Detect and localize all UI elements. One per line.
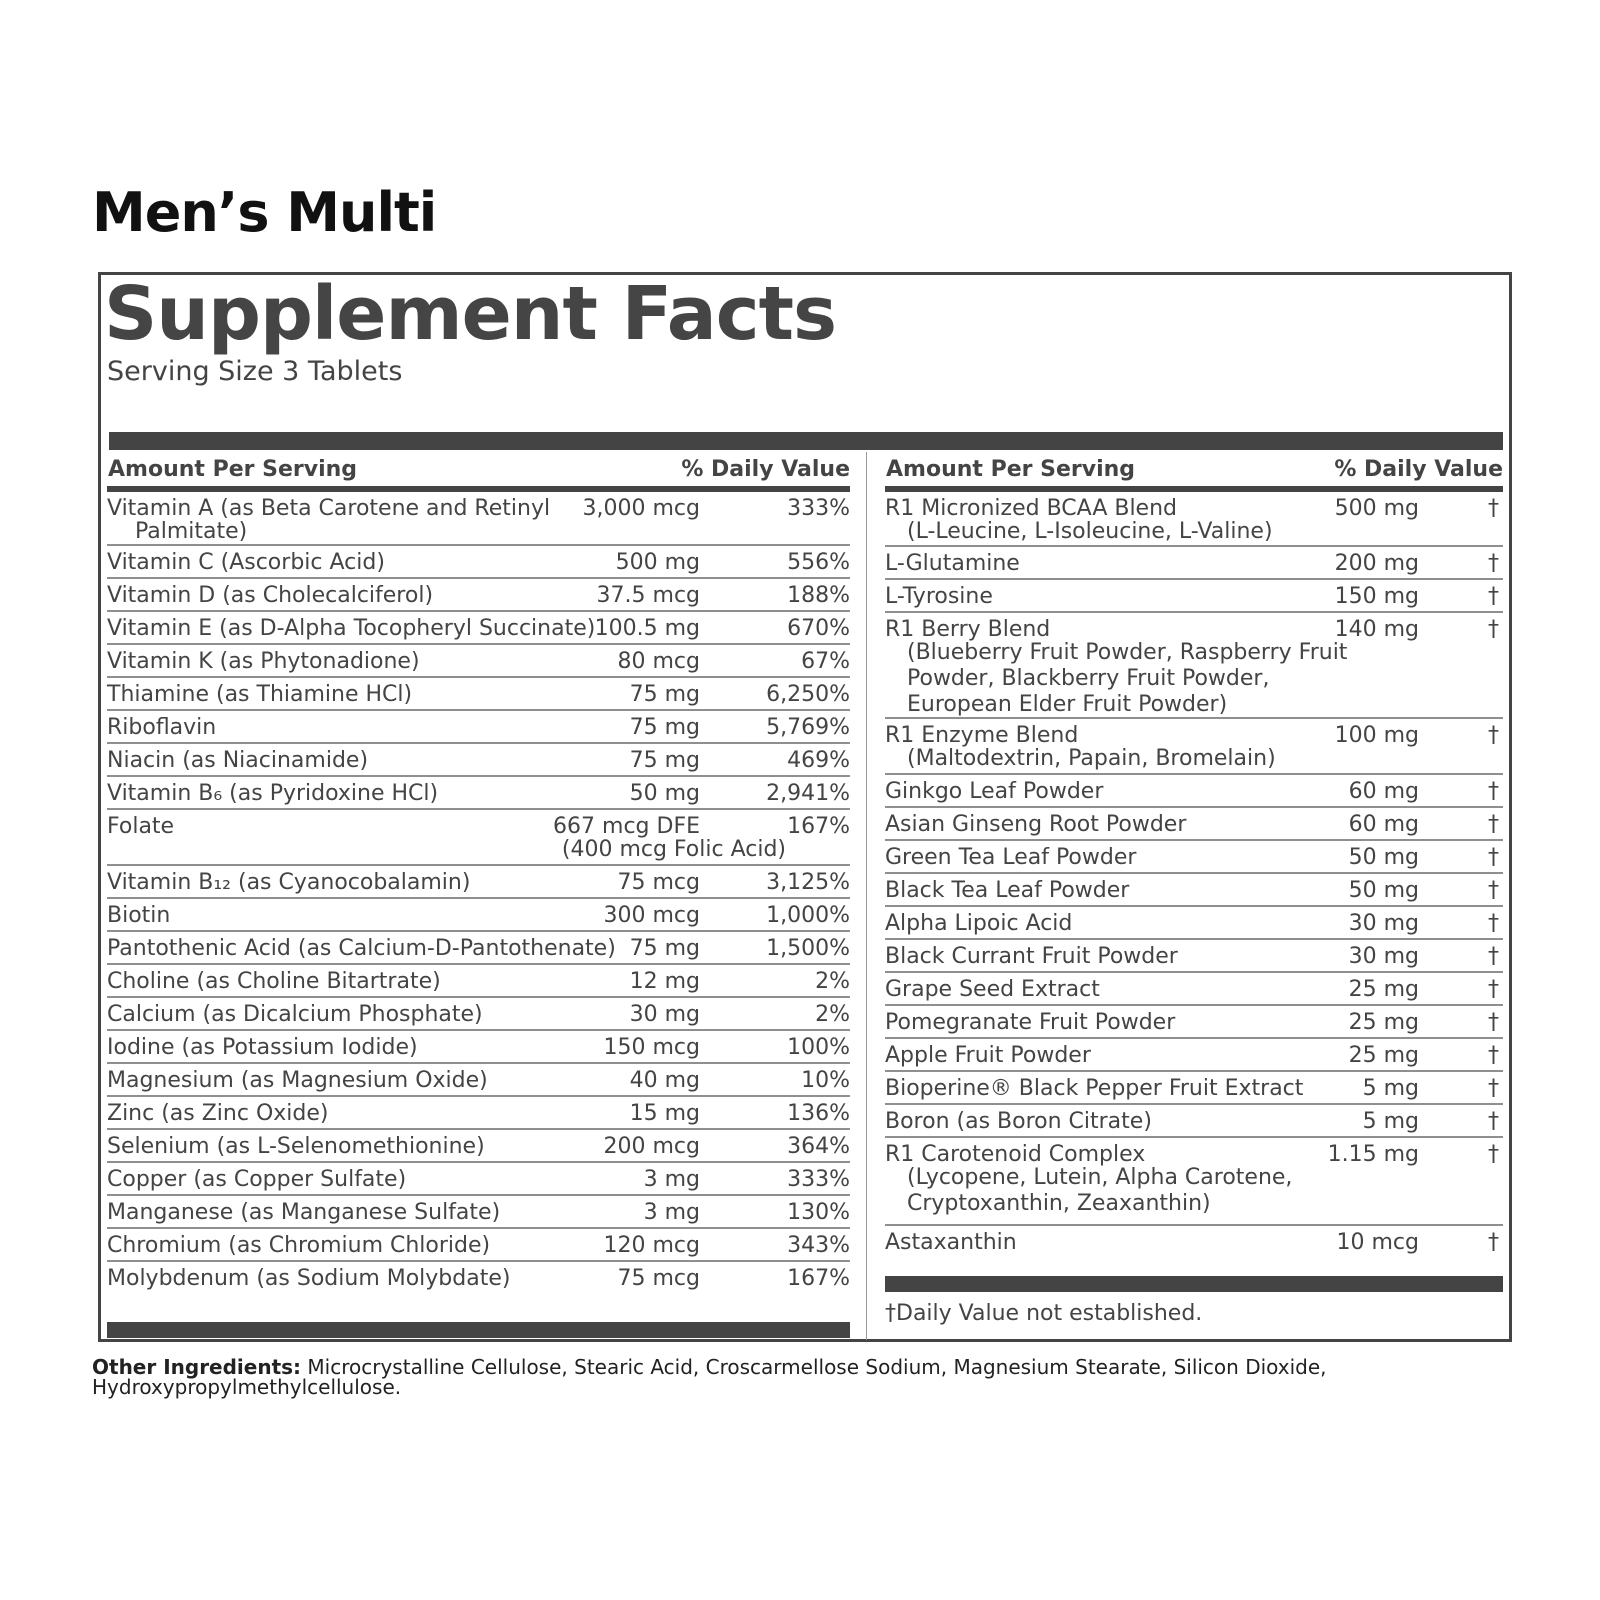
- nutrient-name: Vitamin B₆ (as Pyridoxine HCl): [107, 781, 439, 806]
- facts-heading: Supplement Facts: [104, 271, 837, 357]
- dagger-icon: †: [1488, 878, 1499, 903]
- nutrient-daily-value: 364%: [787, 1134, 850, 1159]
- nutrient-daily-value: 2,941%: [766, 781, 850, 806]
- right-column: [885, 452, 1503, 1259]
- nutrient-name: Choline (as Choline Bitartrate): [107, 969, 441, 994]
- nutrient-daily-value: 6,250%: [766, 682, 850, 707]
- ingredient-row: [885, 1138, 1503, 1226]
- footnote: †Daily Value not established.: [885, 1301, 1203, 1326]
- nutrient-amount: 75 mg: [629, 936, 700, 961]
- ingredient-amount: 30 mg: [1348, 911, 1419, 936]
- ingredient-row: [885, 613, 1503, 719]
- ingredient-row: [885, 973, 1503, 1006]
- nutrient-name: Selenium (as L-Selenomethionine): [107, 1134, 485, 1159]
- ingredient-name: L-Tyrosine: [885, 584, 993, 609]
- ingredient-name: Green Tea Leaf Powder: [885, 845, 1137, 870]
- nutrient-row: [107, 744, 850, 777]
- ingredient-row: [885, 580, 1503, 613]
- dagger-icon: †: [1488, 496, 1499, 521]
- nutrient-subtext: Palmitate): [135, 519, 248, 544]
- dagger-icon: †: [1488, 1010, 1499, 1035]
- nutrient-daily-value: 333%: [787, 1167, 850, 1192]
- nutrient-name: Pantothenic Acid (as Calcium-D-Pantothenate): [107, 936, 616, 961]
- nutrient-name: Vitamin B₁₂ (as Cyanocobalamin): [107, 870, 471, 895]
- nutrient-row: [107, 546, 850, 579]
- nutrient-name: Vitamin K (as Phytonadione): [107, 649, 420, 674]
- ingredient-name: Alpha Lipoic Acid: [885, 911, 1073, 936]
- ingredient-amount: 5 mg: [1362, 1076, 1419, 1101]
- nutrient-row: [107, 612, 850, 645]
- nutrient-amount: 75 mcg: [617, 1266, 700, 1291]
- ingredient-name: Boron (as Boron Citrate): [885, 1109, 1152, 1134]
- nutrient-daily-value: 188%: [787, 583, 850, 608]
- ingredient-amount: 50 mg: [1348, 845, 1419, 870]
- nutrient-amount: 75 mg: [629, 682, 700, 707]
- ingredient-subtext: European Elder Fruit Powder): [907, 692, 1228, 717]
- ingredient-amount: 100 mg: [1334, 723, 1419, 748]
- daily-value-header: % Daily Value: [1334, 457, 1503, 482]
- dagger-icon: †: [1488, 617, 1499, 642]
- nutrient-amount: 75 mg: [629, 715, 700, 740]
- nutrient-name: Vitamin A (as Beta Carotene and Retinyl: [107, 496, 551, 521]
- nutrient-daily-value: 2%: [815, 969, 850, 994]
- nutrient-name: Niacin (as Niacinamide): [107, 748, 369, 773]
- nutrient-amount: 40 mg: [629, 1068, 700, 1093]
- nutrient-row: [107, 1097, 850, 1130]
- nutrient-row: [107, 1262, 850, 1295]
- nutrient-daily-value: 167%: [787, 1266, 850, 1291]
- ingredient-subtext: Powder, Blackberry Fruit Powder,: [907, 666, 1270, 691]
- nutrient-name: Vitamin C (Ascorbic Acid): [107, 550, 385, 575]
- nutrient-daily-value: 100%: [787, 1035, 850, 1060]
- dagger-icon: †: [1488, 911, 1499, 936]
- ingredient-row: [885, 907, 1503, 940]
- nutrient-row: [107, 579, 850, 612]
- nutrient-row: [107, 965, 850, 998]
- ingredient-name: R1 Berry Blend: [885, 617, 1051, 642]
- ingredient-amount: 30 mg: [1348, 944, 1419, 969]
- nutrient-name: Manganese (as Manganese Sulfate): [107, 1200, 501, 1225]
- ingredient-row: [885, 808, 1503, 841]
- ingredient-subtext: (Blueberry Fruit Powder, Raspberry Fruit: [907, 640, 1348, 665]
- ingredient-row: [885, 874, 1503, 907]
- dagger-icon: †: [1488, 977, 1499, 1002]
- dagger-icon: †: [1488, 1076, 1499, 1101]
- nutrient-name: Iodine (as Potassium Iodide): [107, 1035, 418, 1060]
- nutrient-row: [107, 1064, 850, 1097]
- ingredient-subtext: (L-Leucine, L-Isoleucine, L-Valine): [907, 519, 1273, 544]
- dagger-icon: †: [1488, 845, 1499, 870]
- ingredient-row: [885, 1226, 1503, 1259]
- nutrient-daily-value: 67%: [801, 649, 850, 674]
- top-divider-bar: [109, 432, 1503, 450]
- nutrient-amount: 12 mg: [629, 969, 700, 994]
- nutrient-amount: 50 mg: [629, 781, 700, 806]
- nutrient-daily-value: 670%: [787, 616, 850, 641]
- product-title: Men’s Multi: [92, 181, 437, 244]
- nutrient-row: [107, 1196, 850, 1229]
- ingredient-row: [885, 1072, 1503, 1105]
- nutrient-row: [107, 678, 850, 711]
- ingredient-subtext: Cryptoxanthin, Zeaxanthin): [907, 1191, 1211, 1216]
- right-column-header: [885, 452, 1503, 492]
- nutrient-name: Thiamine (as Thiamine HCl): [107, 682, 413, 707]
- nutrient-daily-value: 130%: [787, 1200, 850, 1225]
- nutrient-row: [107, 711, 850, 744]
- other-ingredients: [92, 1355, 1392, 1399]
- ingredient-subtext: (Maltodextrin, Papain, Bromelain): [907, 746, 1276, 771]
- nutrient-row: [107, 998, 850, 1031]
- nutrient-amount: 150 mcg: [603, 1035, 700, 1060]
- dagger-icon: †: [1488, 551, 1499, 576]
- dagger-icon: †: [1488, 812, 1499, 837]
- ingredient-row: [885, 940, 1503, 973]
- nutrient-amount: 75 mg: [629, 748, 700, 773]
- nutrient-row: [107, 1163, 850, 1196]
- other-ingredients-label: Other Ingredients:: [92, 1355, 302, 1379]
- nutrient-row: [107, 1031, 850, 1064]
- ingredient-amount: 25 mg: [1348, 1010, 1419, 1035]
- ingredient-name: Pomegranate Fruit Powder: [885, 1010, 1176, 1035]
- ingredient-amount: 25 mg: [1348, 1043, 1419, 1068]
- nutrient-amount: 500 mg: [615, 550, 700, 575]
- nutrient-row: [107, 932, 850, 965]
- nutrient-amount-detail: (400 mcg Folic Acid): [561, 837, 786, 862]
- column-divider: [866, 452, 867, 1340]
- nutrient-row: [107, 1229, 850, 1262]
- nutrient-amount: 120 mcg: [603, 1233, 700, 1258]
- ingredient-row: [885, 719, 1503, 775]
- ingredient-amount: 60 mg: [1348, 812, 1419, 837]
- nutrient-amount: 3 mg: [643, 1200, 700, 1225]
- nutrient-name: Magnesium (as Magnesium Oxide): [107, 1068, 488, 1093]
- nutrient-daily-value: 469%: [787, 748, 850, 773]
- ingredient-amount: 140 mg: [1334, 617, 1419, 642]
- ingredient-row: [885, 547, 1503, 580]
- dagger-icon: †: [1488, 1142, 1499, 1167]
- daily-value-header: % Daily Value: [681, 457, 850, 482]
- right-ingredient-list: [885, 492, 1503, 1259]
- ingredient-amount: 60 mg: [1348, 779, 1419, 804]
- ingredient-name: Astaxanthin: [885, 1230, 1017, 1255]
- nutrient-daily-value: 333%: [787, 496, 850, 521]
- ingredient-row: [885, 492, 1503, 547]
- ingredient-amount: 200 mg: [1334, 551, 1419, 576]
- amount-per-serving-header: Amount Per Serving: [108, 457, 358, 482]
- nutrient-row: [107, 645, 850, 678]
- nutrient-row: [107, 810, 850, 866]
- ingredient-amount: 1.15 mg: [1327, 1142, 1419, 1167]
- ingredient-name: Grape Seed Extract: [885, 977, 1100, 1002]
- nutrient-amount: 667 mcg DFE: [553, 814, 700, 839]
- nutrient-amount: 300 mcg: [603, 903, 700, 928]
- nutrient-daily-value: 2%: [815, 1002, 850, 1027]
- dagger-icon: †: [1488, 779, 1499, 804]
- ingredient-amount: 150 mg: [1334, 584, 1419, 609]
- nutrient-name: Biotin: [107, 903, 171, 928]
- nutrient-daily-value: 343%: [787, 1233, 850, 1258]
- dagger-icon: †: [1488, 944, 1499, 969]
- ingredient-amount: 5 mg: [1362, 1109, 1419, 1134]
- left-column-header: [107, 452, 850, 492]
- nutrient-daily-value: 3,125%: [766, 870, 850, 895]
- ingredient-amount: 10 mcg: [1336, 1230, 1419, 1255]
- nutrient-daily-value: 136%: [787, 1101, 850, 1126]
- ingredient-name: Ginkgo Leaf Powder: [885, 779, 1104, 804]
- nutrient-name: Zinc (as Zinc Oxide): [107, 1101, 329, 1126]
- dagger-icon: †: [1488, 723, 1499, 748]
- nutrient-daily-value: 10%: [801, 1068, 850, 1093]
- ingredient-amount: 25 mg: [1348, 977, 1419, 1002]
- nutrient-row: [107, 492, 850, 546]
- nutrient-amount: 15 mg: [629, 1101, 700, 1126]
- ingredient-row: [885, 775, 1503, 808]
- nutrient-amount: 3,000 mcg: [582, 496, 700, 521]
- ingredient-name: Bioperine® Black Pepper Fruit Extract: [885, 1076, 1304, 1101]
- bottom-bar-left: [107, 1322, 850, 1338]
- nutrient-name: Calcium (as Dicalcium Phosphate): [107, 1002, 483, 1027]
- ingredient-name: L-Glutamine: [885, 551, 1020, 576]
- nutrient-amount: 30 mg: [629, 1002, 700, 1027]
- nutrient-name: Copper (as Copper Sulfate): [107, 1167, 407, 1192]
- nutrient-name: Chromium (as Chromium Chloride): [107, 1233, 491, 1258]
- ingredient-subtext: (Lycopene, Lutein, Alpha Carotene,: [907, 1165, 1293, 1190]
- nutrient-row: [107, 777, 850, 810]
- nutrient-amount: 37.5 mcg: [596, 583, 700, 608]
- nutrient-name: Riboflavin: [107, 715, 217, 740]
- nutrient-daily-value: 167%: [787, 814, 850, 839]
- bottom-bar-right: [885, 1276, 1503, 1292]
- nutrient-amount: 3 mg: [643, 1167, 700, 1192]
- ingredient-name: R1 Micronized BCAA Blend: [885, 496, 1178, 521]
- left-column: [107, 452, 850, 1295]
- ingredient-row: [885, 1006, 1503, 1039]
- ingredient-name: Black Currant Fruit Powder: [885, 944, 1178, 969]
- serving-size: Serving Size 3 Tablets: [107, 356, 403, 387]
- dagger-icon: †: [1488, 1109, 1499, 1134]
- ingredient-row: [885, 1039, 1503, 1072]
- nutrient-row: [107, 899, 850, 932]
- nutrient-name: Vitamin D (as Cholecalciferol): [107, 583, 434, 608]
- nutrient-name: Folate: [107, 814, 175, 839]
- nutrient-daily-value: 556%: [787, 550, 850, 575]
- nutrient-row: [107, 1130, 850, 1163]
- nutrient-amount: 100.5 mg: [594, 616, 700, 641]
- ingredient-amount: 50 mg: [1348, 878, 1419, 903]
- nutrient-row: [107, 866, 850, 899]
- dagger-icon: †: [1488, 1230, 1499, 1255]
- nutrient-daily-value: 1,500%: [766, 936, 850, 961]
- nutrient-amount: 75 mcg: [617, 870, 700, 895]
- nutrient-name: Molybdenum (as Sodium Molybdate): [107, 1266, 511, 1291]
- nutrient-name: Vitamin E (as D-Alpha Tocopheryl Succinate): [107, 616, 596, 641]
- ingredient-row: [885, 841, 1503, 874]
- nutrient-amount: 80 mcg: [617, 649, 700, 674]
- nutrient-daily-value: 1,000%: [766, 903, 850, 928]
- ingredient-row: [885, 1105, 1503, 1138]
- ingredient-name: Apple Fruit Powder: [885, 1043, 1091, 1068]
- dagger-icon: †: [1488, 1043, 1499, 1068]
- left-nutrient-list: [107, 492, 850, 1295]
- ingredient-name: R1 Carotenoid Complex: [885, 1142, 1146, 1167]
- ingredient-name: Black Tea Leaf Powder: [885, 878, 1130, 903]
- nutrient-amount: 200 mcg: [603, 1134, 700, 1159]
- dagger-icon: †: [1488, 584, 1499, 609]
- other-ingredients-text: Microcrystalline Cellulose, Stearic Acid, Croscarmellose Sodium, Magnesium Stearate, Silicon Dioxide, Hydroxypropylmethylcellulose.: [92, 1355, 1327, 1399]
- ingredient-name: Asian Ginseng Root Powder: [885, 812, 1187, 837]
- nutrient-daily-value: 5,769%: [766, 715, 850, 740]
- ingredient-name: R1 Enzyme Blend: [885, 723, 1079, 748]
- ingredient-amount: 500 mg: [1334, 496, 1419, 521]
- amount-per-serving-header: Amount Per Serving: [886, 457, 1136, 482]
